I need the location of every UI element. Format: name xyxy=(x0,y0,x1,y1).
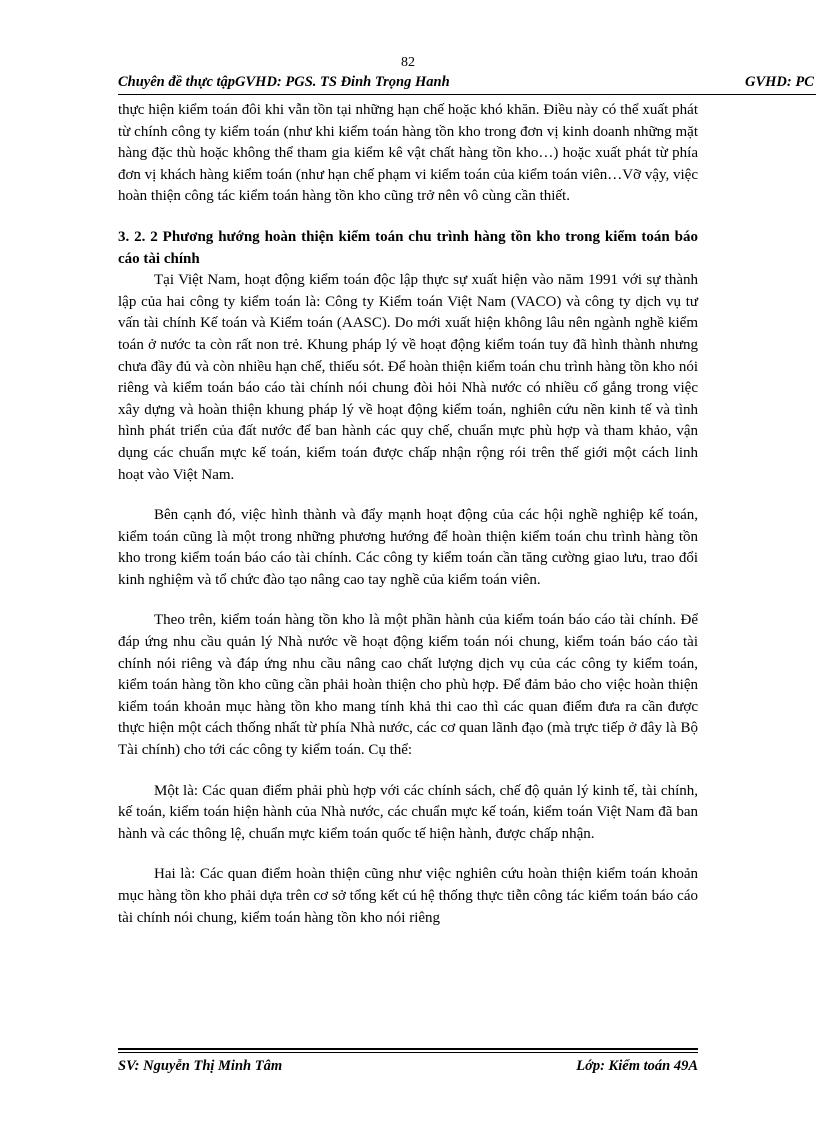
header-supervisor-overflow: GVHD: PC xyxy=(745,74,814,90)
footer-student-name: SV: Nguyễn Thị Minh Tâm xyxy=(118,1058,283,1074)
document-body xyxy=(118,100,698,929)
paragraph: Bên cạnh đó, việc hình thành và đẩy mạnh hoạt động của các hội nghề nghiệp kế toán, kiểm toán cũng là một trong những phương hướng để hoàn thiện kiểm toán chu trình hàng tồn kho trong kiểm toán báo cáo tài chính. Các công ty kiểm toán cần tăng cường giao lưu, trao đổi kinh nghiệm và tổ chức đào tạo nâng cao tay nghề của kiểm toán viên. xyxy=(118,507,698,588)
page-number: 82 xyxy=(401,55,415,70)
paragraph: Hai là: Các quan điểm hoàn thiện cũng như việc nghiên cứu hoàn thiện kiểm toán khoản mục hàng tồn kho phải dựa trên cơ sở tổng kết cú hệ thống thực tiễn công tác kiểm toán báo cáo tài chính nói chung, kiểm toán hàng tồn kho nói riêng xyxy=(118,866,698,926)
footer-divider-thick xyxy=(118,1048,698,1050)
paragraph: Theo trên, kiểm toán hàng tồn kho là một phần hành của kiểm toán báo cáo tài chính. Để đáp ứng nhu cầu quản lý Nhà nước về hoạt động kiểm toán nói chung, kiểm toán báo cáo tài chính nói riêng và đáp ứng nhu cầu nâng cao chất lượng dịch vụ của các công ty kiểm toán, kiểm toán hàng tồn kho cũng cần phải hoàn thiện cho phù hợp. Để đảm bảo cho việc hoàn thiện kiểm toán khoản mục hàng tồn kho mang tính khả thi cao thì các quan điểm đưa ra cần được thực hiện một cách thống nhất từ phía Nhà nước, các cơ quan lãnh đạo (mà trực tiếp ở đây là Bộ Tài chính) cho tới các công ty kiểm toán. Cụ thể: xyxy=(118,612,698,759)
paragraph: Một là: Các quan điểm phải phù hợp với các chính sách, chế độ quản lý kinh tế, tài chính, kế toán, kiểm toán hiện hành của Nhà nước, các chuẩn mực kế toán, kiểm toán Việt Nam đã ban hành và các thông lệ, chuẩn mực kiểm toán quốc tế hiện hành, được chấp nhận. xyxy=(118,782,698,842)
paragraph: Tại Việt Nam, hoạt động kiểm toán độc lập thực sự xuất hiện vào năm 1991 với sự thành lập của hai công ty kiểm toán là: Công ty Kiểm toán Việt Nam (VACO) và công ty dịch vụ tư vấn tài chính Kế toán và Kiểm toán (AASC). Do mới xuất hiện không lâu nên ngành nghề kiểm toán ở nước ta còn rất non trẻ. Khung pháp lý về hoạt động kiểm toán tuy đã hình thành nhưng chưa đầy đủ và còn nhiều hạn chế, thiếu sót. Để hoàn thiện kiểm toán chu trình hàng tồn kho nói riêng và kiểm toán báo cáo tài chính nói chung đòi hỏi Nhà nước có nhiều cố gắng trong việc xây dựng và hoàn thiện khung pháp lý về hoạt động kiểm toán, nghiên cứu nền kinh tế và tình hình phát triển của đất nước để ban hành các quy chế, chuẩn mực phù hợp và tham khảo, vận dụng các chuẩn mực kế toán, kiểm toán được chấp nhận rộng rói trên thế giới một cách linh hoạt vào Việt Nam. xyxy=(118,272,698,483)
footer-class-name: Lớp: Kiểm toán 49A xyxy=(576,1058,698,1074)
section-heading: 3. 2. 2 Phương hướng hoàn thiện kiểm toán chu trình hàng tồn kho trong kiểm toán báo cáo tài chính xyxy=(118,228,698,267)
header-divider xyxy=(118,94,816,95)
paragraph-continued: thực hiện kiểm toán đôi khi vẫn tồn tại những hạn chế hoặc khó khăn. Điều này có thể xuất phát từ chính công ty kiểm toán (như khi kiểm toán hàng tồn kho trong đơn vị kinh doanh những mặt hàng đặc thù hoặc không thể tham gia kiểm kê vật chất hàng tồn kho…) hoặc xuất phát từ phía đơn vị khách hàng kiểm toán (như hạn chế phạm vi kiểm toán của kiểm toán viên…Vỡ vậy, việc hoàn thiện công tác kiểm toán hàng tồn kho cũng trở nên vô cùng cần thiết. xyxy=(118,102,698,205)
header-title: Chuyên đề thực tậpGVHD: PGS. TS Đinh Trọng Hanh xyxy=(118,74,450,90)
footer-divider-thin xyxy=(118,1052,698,1053)
